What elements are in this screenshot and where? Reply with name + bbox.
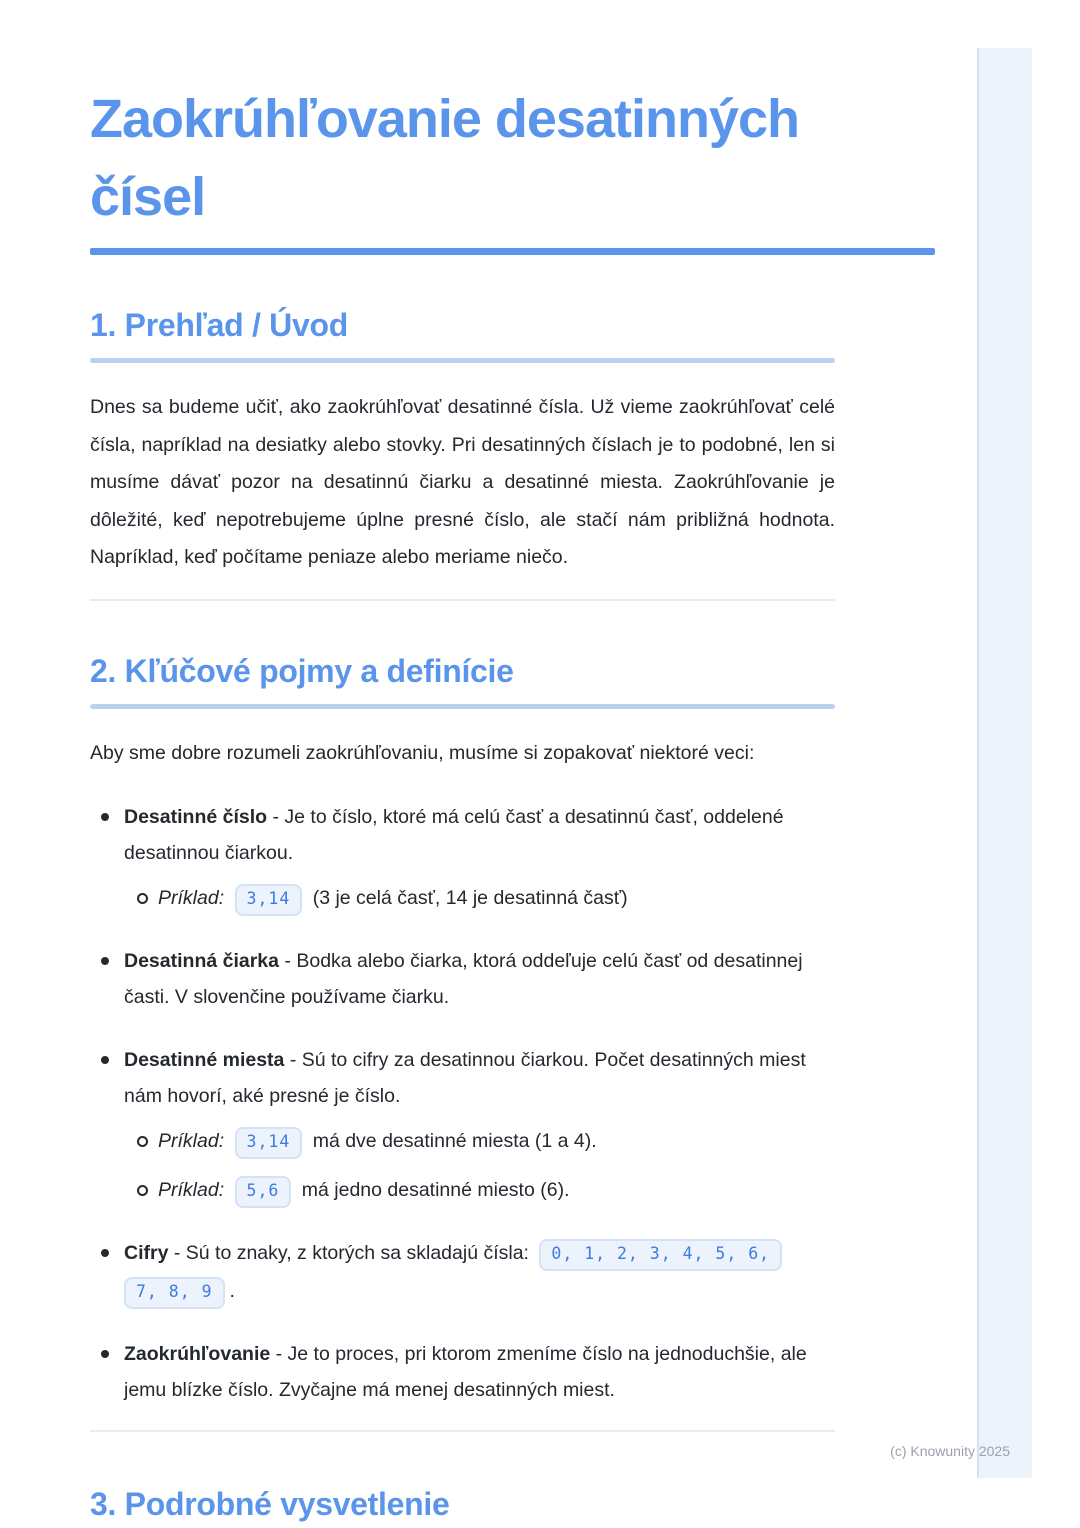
- code-chip: 5,6: [235, 1176, 292, 1208]
- title-divider-rule: [90, 248, 935, 255]
- term-definition: - Sú to znaky, z ktorých sa skladajú čísla:: [168, 1242, 529, 1264]
- period-after-chip: .: [229, 1280, 235, 1302]
- sub-list-item-example: [128, 880, 835, 916]
- list-item-decimal-places: [90, 1042, 835, 1208]
- term-label: Desatinné miesta: [124, 1049, 285, 1071]
- term-definition: - Je to číslo, ktoré má celú časť a desatinnú časť, oddelené desatinnou čiarkou.: [124, 806, 784, 864]
- sub-list-item-example: [128, 1123, 835, 1159]
- example-text: má jedno desatinné miesto (6).: [301, 1179, 570, 1201]
- term-label: Desatinná čiarka: [124, 950, 280, 972]
- example-label: Príklad:: [158, 1179, 225, 1201]
- term-definition: - Je to proces, pri ktorom zmeníme číslo na jednoduchšie, ale jemu blízke číslo. Zvyčajne má menej desatinných miest.: [124, 1343, 807, 1401]
- code-chip: 0, 1, 2, 3, 4, 5, 6,: [539, 1239, 782, 1271]
- list-item-decimal-number: [90, 799, 835, 916]
- copyright-notice: (c) Knowunity 2025: [890, 1443, 1010, 1459]
- code-chip: 3,14: [235, 884, 303, 916]
- list-item-digits: [90, 1235, 835, 1309]
- example-label: Príklad:: [158, 887, 225, 909]
- section-3-heading: 3. Podrobné vysvetlenie: [90, 1486, 450, 1522]
- term-definition: - Sú to cifry za desatinnou čiarkou. Počet desatinných miest nám hovorí, aké presné je číslo.: [124, 1049, 806, 1107]
- example-text: (3 je celá časť, 14 je desatinná časť): [312, 887, 628, 909]
- section-2-heading: 2. Kľúčové pojmy a definície: [90, 652, 514, 689]
- page-title-line1: Zaokrúhľovanie desatinných: [90, 89, 799, 149]
- section-overview: [90, 305, 935, 577]
- sub-list-item-example: [128, 1172, 835, 1208]
- overview-paragraph: Dnes sa budeme učiť, ako zaokrúhľovať desatinné čísla. Už vieme zaokrúhľovať celé čísla, napríklad na desiatky alebo stovky. Pri desatinných číslach je to podobné, len si musíme dávať pozor na desatinnú čiarku a desatinné miesta. Zaokrúhľovanie je dôležité, keď nepotrebujeme úplne presné číslo, ale stačí nám približná hodnota. Napríklad, keď počítame peniaze alebo meriame niečo.: [90, 396, 835, 568]
- section-key-terms: [90, 651, 935, 1409]
- definitions-list: [90, 799, 835, 1408]
- term-label: Zaokrúhľovanie: [124, 1343, 271, 1365]
- document-content: [90, 0, 935, 1528]
- term-definition: - Bodka alebo čiarka, ktorá oddeľuje celú časť od desatinnej časti. V slovenčine používame čiarku.: [124, 950, 803, 1008]
- code-chip: 7, 8, 9: [124, 1277, 225, 1309]
- section-1-heading: 1. Prehľad / Úvod: [90, 307, 348, 343]
- example-text: má dve desatinné miesta (1 a 4).: [312, 1130, 597, 1152]
- heading-rule: [90, 358, 835, 363]
- term-label: Cifry: [124, 1242, 169, 1264]
- heading-rule: [90, 704, 835, 709]
- section-divider: [90, 1430, 835, 1432]
- list-item-decimal-comma: [90, 943, 835, 1015]
- page-title: [90, 0, 940, 236]
- example-label: Príklad:: [158, 1130, 225, 1152]
- page-title-line2: čísel: [90, 167, 206, 227]
- code-chip: 3,14: [235, 1127, 303, 1159]
- term-label: Desatinné číslo: [124, 806, 268, 828]
- section-divider: [90, 599, 835, 601]
- section-detailed-explanation: [90, 1484, 935, 1528]
- scrollbar-track[interactable]: [977, 48, 1032, 1478]
- list-item-rounding: [90, 1336, 835, 1408]
- key-terms-intro: Aby sme dobre rozumeli zaokrúhľovaniu, musíme si zopakovať niektoré veci:: [90, 741, 755, 764]
